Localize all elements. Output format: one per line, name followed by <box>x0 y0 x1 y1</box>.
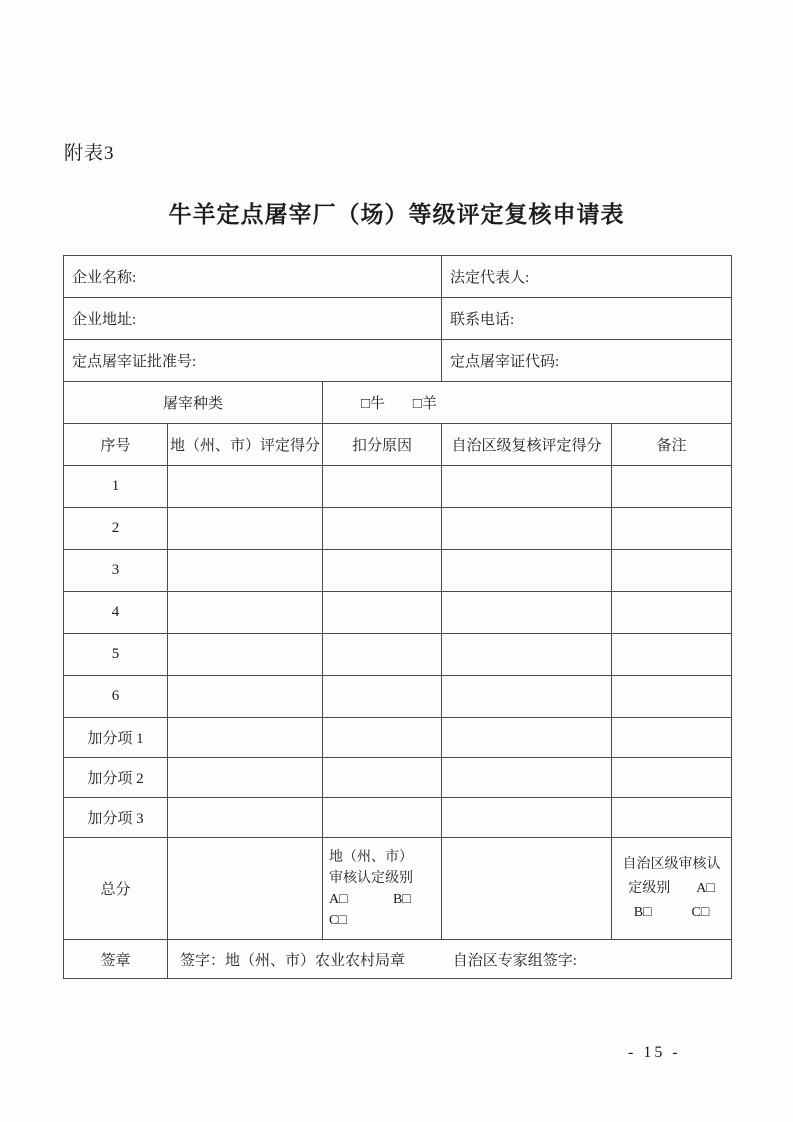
cattle-checkbox[interactable]: □牛 <box>361 396 386 412</box>
deduction-reason-cell[interactable] <box>323 798 442 838</box>
region-grade-c-checkbox[interactable]: C□ <box>691 904 710 920</box>
city-bureau-seal-text: 签字：地（州、市）农业农村局章 <box>180 952 406 969</box>
deduction-reason-cell[interactable] <box>323 758 442 798</box>
city-grade-b-checkbox[interactable]: B□ <box>393 891 411 907</box>
slaughter-cert-approval-cell[interactable]: 定点屠宰证批准号: <box>64 340 442 382</box>
row-label: 加分项 2 <box>64 758 168 798</box>
deduction-reason-cell[interactable] <box>323 634 442 676</box>
score-row-4 <box>64 592 732 634</box>
row-label: 加分项 3 <box>64 798 168 838</box>
remarks-cell[interactable] <box>612 676 732 718</box>
row-label: 5 <box>64 634 168 676</box>
city-grade-cell <box>323 838 442 940</box>
company-name-cell[interactable]: 企业名称: <box>64 256 442 298</box>
region-score-cell[interactable] <box>442 634 612 676</box>
region-grade-cell <box>612 838 732 940</box>
deduction-reason-cell[interactable] <box>323 550 442 592</box>
remarks-cell[interactable] <box>612 634 732 676</box>
region-grade-b-checkbox[interactable]: B□ <box>633 904 652 920</box>
signature-row <box>64 940 732 979</box>
region-score-cell[interactable] <box>442 466 612 508</box>
remarks-cell[interactable] <box>612 550 732 592</box>
row-label: 2 <box>64 508 168 550</box>
bonus-row-2 <box>64 758 732 798</box>
total-city-score-cell[interactable] <box>168 838 323 940</box>
city-grade-text-line1: 地（州、市） <box>329 849 413 865</box>
remarks-cell[interactable] <box>612 508 732 550</box>
city-grade-c-checkbox[interactable]: C□ <box>329 912 347 928</box>
city-score-cell[interactable] <box>168 550 323 592</box>
city-score-cell[interactable] <box>168 798 323 838</box>
region-grade-text-line1: 自治区级审核认 <box>622 856 721 872</box>
city-score-cell[interactable] <box>168 592 323 634</box>
city-score-cell[interactable] <box>168 718 323 758</box>
header-serial-number: 序号 <box>64 424 168 466</box>
page-number: - 15 - <box>628 1044 681 1061</box>
deduction-reason-cell[interactable] <box>323 718 442 758</box>
form-title: 牛羊定点屠宰厂（场）等级评定复核申请表 <box>168 202 625 227</box>
region-expert-signature-text: 自治区专家组签字: <box>452 952 577 969</box>
species-row <box>64 382 732 424</box>
region-grade-a-checkbox[interactable]: A□ <box>696 880 715 896</box>
contact-phone-cell[interactable]: 联系电话: <box>442 298 732 340</box>
region-score-cell[interactable] <box>442 676 612 718</box>
signature-label: 签章 <box>64 940 168 979</box>
deduction-reason-cell[interactable] <box>323 508 442 550</box>
city-grade-a-checkbox[interactable]: A□ <box>329 891 348 907</box>
city-grade-text-line2: 审核认定级别 <box>329 870 413 886</box>
region-score-cell[interactable] <box>442 718 612 758</box>
slaughter-cert-code-cell[interactable]: 定点屠宰证代码: <box>442 340 732 382</box>
remarks-cell[interactable] <box>612 592 732 634</box>
header-city-score: 地（州、市）评定得分 <box>168 424 323 466</box>
city-score-cell[interactable] <box>168 676 323 718</box>
total-score-row <box>64 838 732 940</box>
row-label: 6 <box>64 676 168 718</box>
appendix-label: 附表3 <box>64 143 115 164</box>
city-score-cell[interactable] <box>168 634 323 676</box>
score-row-2 <box>64 508 732 550</box>
species-options-cell <box>323 382 732 424</box>
remarks-cell[interactable] <box>612 718 732 758</box>
total-region-score-cell[interactable] <box>442 838 612 940</box>
region-score-cell[interactable] <box>442 798 612 838</box>
legal-representative-cell[interactable]: 法定代表人: <box>442 256 732 298</box>
region-score-cell[interactable] <box>442 758 612 798</box>
remarks-cell[interactable] <box>612 466 732 508</box>
deduction-reason-cell[interactable] <box>323 592 442 634</box>
city-score-cell[interactable] <box>168 508 323 550</box>
deduction-reason-cell[interactable] <box>323 676 442 718</box>
info-row-company <box>64 256 732 298</box>
city-score-cell[interactable] <box>168 466 323 508</box>
region-score-cell[interactable] <box>442 508 612 550</box>
row-label: 4 <box>64 592 168 634</box>
score-row-3 <box>64 550 732 592</box>
deduction-reason-cell[interactable] <box>323 466 442 508</box>
region-score-cell[interactable] <box>442 550 612 592</box>
sheep-checkbox[interactable]: □羊 <box>412 396 437 412</box>
remarks-cell[interactable] <box>612 758 732 798</box>
row-label: 3 <box>64 550 168 592</box>
bonus-row-1 <box>64 718 732 758</box>
application-form-table <box>63 255 732 979</box>
city-score-cell[interactable] <box>168 758 323 798</box>
header-deduction-reason: 扣分原因 <box>323 424 442 466</box>
remarks-cell[interactable] <box>612 798 732 838</box>
total-score-label: 总分 <box>64 838 168 940</box>
signature-content-cell[interactable] <box>168 940 732 979</box>
row-label: 1 <box>64 466 168 508</box>
row-label: 加分项 1 <box>64 718 168 758</box>
score-row-1 <box>64 466 732 508</box>
score-row-5 <box>64 634 732 676</box>
header-region-review-score: 自治区级复核评定得分 <box>442 424 612 466</box>
header-remarks: 备注 <box>612 424 732 466</box>
region-grade-text-line2: 定级别 <box>628 880 671 896</box>
bonus-row-3 <box>64 798 732 838</box>
region-score-cell[interactable] <box>442 592 612 634</box>
score-table-header-row <box>64 424 732 466</box>
species-label: 屠宰种类 <box>64 382 323 424</box>
score-row-6 <box>64 676 732 718</box>
info-row-certificate <box>64 340 732 382</box>
info-row-address <box>64 298 732 340</box>
company-address-cell[interactable]: 企业地址: <box>64 298 442 340</box>
